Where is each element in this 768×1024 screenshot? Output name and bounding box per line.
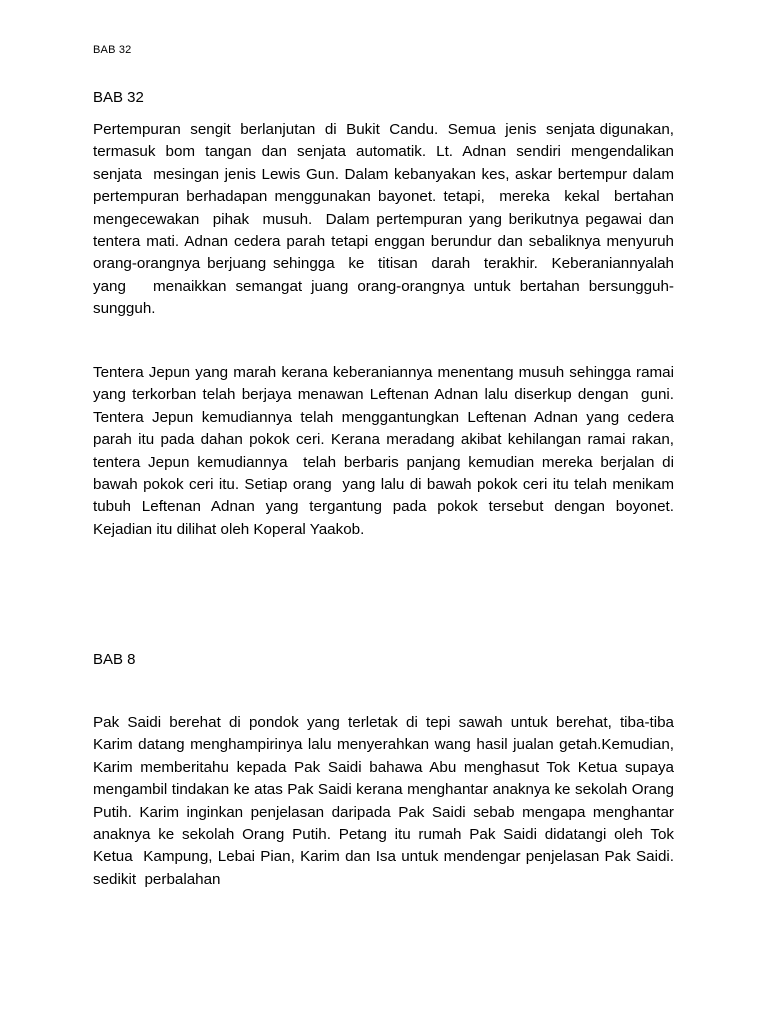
section-heading-bab-32: BAB 32 bbox=[93, 89, 144, 106]
paragraph: Pak Saidi berehat di pondok yang terletak di tepi sawah untuk berehat, tiba-tiba Karim datang menghampirinya lalu menyerahkan wang hasil jualan getah.Kemudian, Karim memberitahu kepada Pak Saidi bahawa Abu menghasut Tok Ketua supaya mengambil tindakan ke atas Pak Saidi kerana menghantar anaknya ke sekolah Orang Putih. Karim inginkan penjelasan daripada Pak Saidi sebab mengapa menghantar anaknya ke sekolah Orang Putih. Petang itu rumah Pak Saidi didatangi oleh Tok Ketua Kampung, Lebai Pian, Karim dan Isa untuk mendengar penjelasan Pak Saidi. sedikit perbalahan bbox=[93, 714, 687, 888]
paragraph: Tentera Jepun yang marah kerana keberaniannya menentang musuh sehingga ramai yang terkorban telah berjaya menawan Leftenan Adnan lalu diserkup dengan guni. Tentera Jepun kemudiannya telah menggantungkan Leftenan Adnan yang cedera parah itu pada dahan pokok ceri. Kerana meradang akibat kehilangan ramai rakan, tentera Jepun kemudiannya telah berbaris panjang kemudian mereka berjalan di bawah pokok ceri itu. Setiap orang yang lalu di bawah pokok ceri itu telah menikam tubuh Leftenan Adnan yang tergantung pada pokok tersebut dengan boyonet. Kejadian itu dilihat oleh Koperal Yaakob. bbox=[93, 364, 683, 538]
section-heading-bab-8: BAB 8 bbox=[93, 651, 136, 668]
running-header: BAB 32 bbox=[93, 44, 132, 56]
paragraph: Pertempuran sengit berlanjutan di Bukit Candu. Semua jenis senjata digunakan, termasuk bom tangan dan senjata automatik. Lt. Adnan sendiri mengendalikan senjata mesingan jenis Lewis Gun. Dalam kebanyakan kes, askar bertempur dalam pertempuran berhadapan menggunakan bayonet. tetapi, mereka kekal bertahan mengecewakan pihak musuh. Dalam pertempuran yang berikutnya pegawai dan tentera mati. Adnan cedera parah tetapi enggan berundur dan sebaliknya menyuruh orang-orangnya berjuang sehingga ke titisan darah terakhir. Keberaniannyalah yang menaikkan semangat juang orang-orangnya untuk bertahan bersungguh-sungguh. bbox=[93, 121, 687, 318]
